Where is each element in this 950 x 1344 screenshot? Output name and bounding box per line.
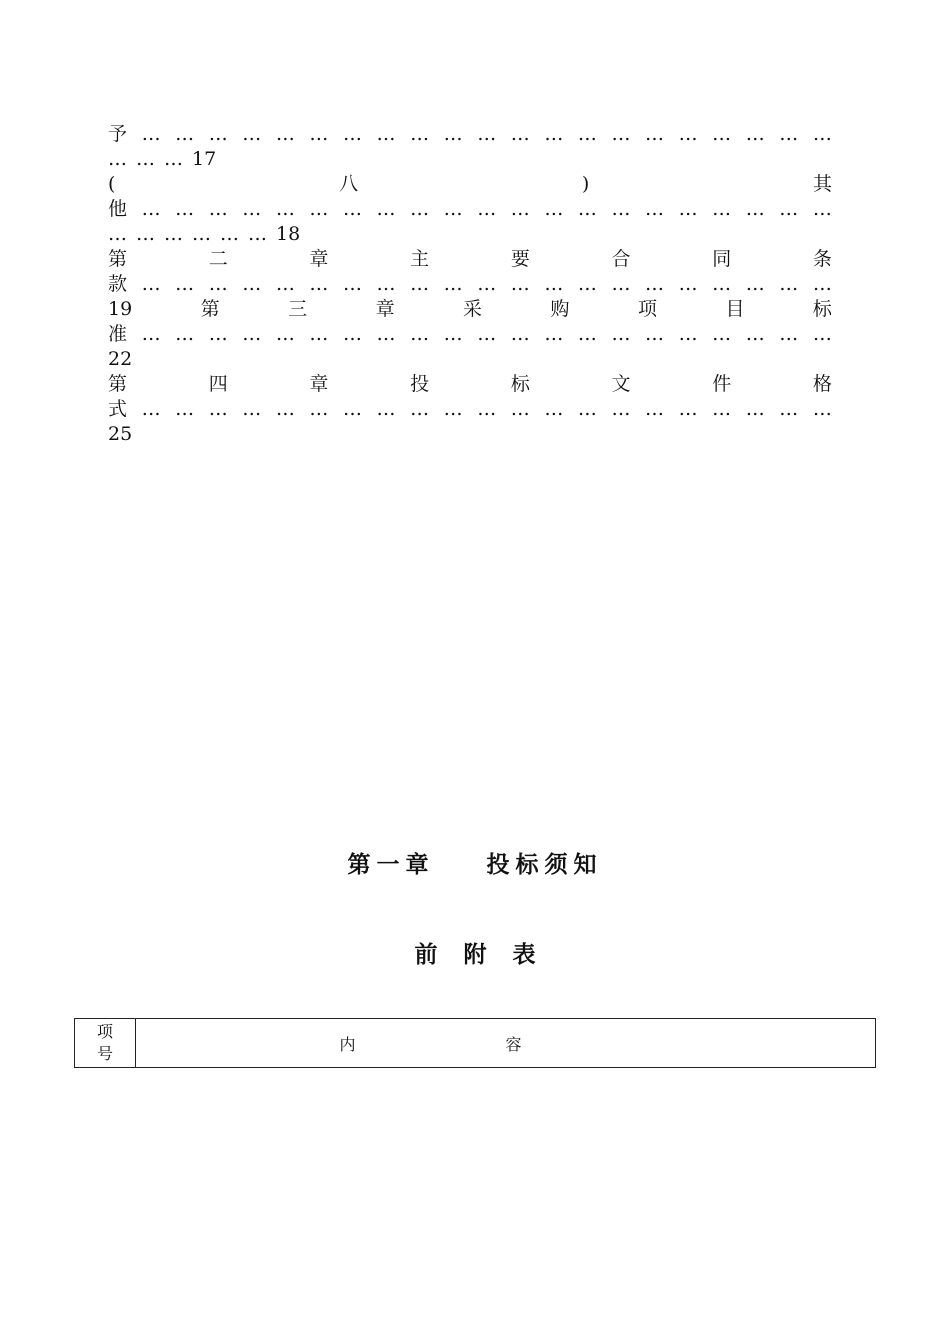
toc-line xyxy=(108,322,832,347)
toc-token: … xyxy=(275,398,295,420)
toc-line xyxy=(108,297,832,322)
toc-token: … xyxy=(745,198,765,220)
chapter-title xyxy=(0,846,950,879)
toc-token: … xyxy=(208,198,228,220)
toc-token: … xyxy=(678,323,698,345)
toc-token: … xyxy=(611,198,631,220)
toc-token: … xyxy=(577,273,597,295)
toc-token: … xyxy=(141,198,161,220)
toc-token: … xyxy=(577,323,597,345)
front-table xyxy=(74,1018,876,1068)
sub-title: 前附表 xyxy=(414,941,562,968)
toc-token: … xyxy=(208,273,228,295)
toc-token: 章 xyxy=(375,298,395,320)
toc-token: … xyxy=(275,123,295,145)
toc-token: 采 xyxy=(463,298,483,320)
toc-token: … xyxy=(577,198,597,220)
toc-token: … xyxy=(108,223,127,245)
toc-token: … xyxy=(712,323,732,345)
toc-token: … xyxy=(812,323,832,345)
toc-token: … xyxy=(611,323,631,345)
item-number-header: 项号 xyxy=(75,1019,136,1068)
toc-token: … xyxy=(136,148,155,170)
toc-token: 款 xyxy=(108,273,128,295)
toc-token: 目 xyxy=(725,298,745,320)
toc-token: 其 xyxy=(812,173,832,195)
toc-token: … xyxy=(544,198,564,220)
toc-token: … xyxy=(510,398,530,420)
toc-token: … xyxy=(164,148,183,170)
toc-token: … xyxy=(410,273,430,295)
toc-token: … xyxy=(611,398,631,420)
toc-line xyxy=(108,272,832,297)
toc-token: 四 xyxy=(208,373,228,395)
toc-token: 要 xyxy=(510,248,530,270)
toc-token: … xyxy=(141,398,161,420)
toc-token: … xyxy=(164,223,183,245)
toc-token: … xyxy=(645,398,665,420)
toc-token: … xyxy=(510,198,530,220)
toc-token: … xyxy=(812,123,832,145)
toc-line xyxy=(108,347,832,372)
toc-token: … xyxy=(779,273,799,295)
toc-token: 22 xyxy=(108,348,133,370)
toc-token: ( xyxy=(108,173,116,195)
toc-token: … xyxy=(309,323,329,345)
toc-token: 合 xyxy=(611,248,631,270)
toc-token: … xyxy=(220,223,239,245)
toc-token: … xyxy=(141,323,161,345)
chapter-number: 第一章 xyxy=(347,851,435,878)
toc-token: … xyxy=(141,273,161,295)
toc-line xyxy=(108,422,832,447)
toc-token: … xyxy=(544,398,564,420)
toc-token: 主 xyxy=(410,248,430,270)
content-header: 内容 xyxy=(136,1019,876,1068)
toc-token: … xyxy=(175,123,195,145)
toc-token: … xyxy=(136,223,155,245)
toc-token: … xyxy=(376,123,396,145)
toc-token: … xyxy=(510,123,530,145)
toc-token: 八 xyxy=(339,173,359,195)
toc-token: … xyxy=(645,273,665,295)
toc-token: 18 xyxy=(276,223,301,245)
toc-token: 准 xyxy=(108,323,128,345)
toc-token: … xyxy=(443,398,463,420)
toc-token: … xyxy=(242,198,262,220)
toc-token: … xyxy=(309,198,329,220)
toc-token: … xyxy=(443,323,463,345)
toc-token: 第 xyxy=(108,373,128,395)
toc-token: … xyxy=(544,123,564,145)
toc-token: … xyxy=(242,273,262,295)
toc-token: … xyxy=(410,198,430,220)
toc-token: … xyxy=(779,123,799,145)
toc-token: 标 xyxy=(812,298,832,320)
toc-token: 他 xyxy=(108,198,128,220)
toc-token: 件 xyxy=(712,373,732,395)
toc-token: … xyxy=(208,398,228,420)
toc-token: … xyxy=(275,198,295,220)
toc-token: … xyxy=(376,323,396,345)
toc-token: … xyxy=(376,398,396,420)
toc-token: … xyxy=(678,273,698,295)
toc-token: … xyxy=(645,123,665,145)
toc-token: … xyxy=(208,123,228,145)
toc-token: … xyxy=(477,123,497,145)
toc-line xyxy=(108,222,832,247)
toc-token: … xyxy=(645,198,665,220)
table-of-contents xyxy=(108,122,832,447)
toc-token: … xyxy=(477,323,497,345)
toc-token: 条 xyxy=(812,248,832,270)
toc-token: … xyxy=(309,123,329,145)
toc-token: … xyxy=(376,273,396,295)
toc-token: … xyxy=(309,398,329,420)
toc-token: … xyxy=(510,323,530,345)
toc-token: ) xyxy=(581,173,590,195)
toc-token: … xyxy=(410,123,430,145)
toc-token: … xyxy=(208,323,228,345)
toc-token: … xyxy=(410,323,430,345)
toc-token: … xyxy=(645,323,665,345)
toc-token: 予 xyxy=(108,123,128,145)
toc-token: … xyxy=(712,398,732,420)
toc-token: 格 xyxy=(812,373,832,395)
toc-token: … xyxy=(678,398,698,420)
toc-token: … xyxy=(342,198,362,220)
toc-token: 三 xyxy=(288,298,308,320)
toc-token: … xyxy=(611,273,631,295)
toc-token: 章 xyxy=(309,373,329,395)
toc-token: … xyxy=(779,398,799,420)
toc-token: … xyxy=(410,398,430,420)
toc-token: … xyxy=(812,198,832,220)
toc-token: … xyxy=(175,323,195,345)
toc-token: … xyxy=(745,398,765,420)
toc-token: … xyxy=(577,123,597,145)
toc-token: … xyxy=(192,223,211,245)
toc-line xyxy=(108,247,832,272)
toc-token: … xyxy=(443,273,463,295)
toc-line xyxy=(108,397,832,422)
toc-token: … xyxy=(510,273,530,295)
toc-token: 二 xyxy=(208,248,228,270)
toc-token: 式 xyxy=(108,398,128,420)
toc-token: … xyxy=(779,198,799,220)
toc-token: 项 xyxy=(637,298,657,320)
toc-line xyxy=(108,147,832,172)
toc-token: … xyxy=(544,273,564,295)
toc-token: … xyxy=(678,198,698,220)
toc-token: … xyxy=(141,123,161,145)
toc-token: … xyxy=(745,273,765,295)
toc-token: … xyxy=(342,123,362,145)
toc-token: 17 xyxy=(192,148,217,170)
toc-token: … xyxy=(443,198,463,220)
toc-token: … xyxy=(242,123,262,145)
toc-token: 文 xyxy=(611,373,631,395)
toc-token: … xyxy=(812,398,832,420)
chapter-name: 投标须知 xyxy=(486,851,603,878)
toc-token: … xyxy=(342,398,362,420)
toc-line xyxy=(108,197,832,222)
toc-token: … xyxy=(175,198,195,220)
toc-token: 25 xyxy=(108,423,133,445)
toc-token: … xyxy=(477,398,497,420)
toc-token: 第 xyxy=(108,248,128,270)
toc-token: 投 xyxy=(410,373,430,395)
toc-token: 第 xyxy=(200,298,220,320)
toc-token: … xyxy=(477,273,497,295)
toc-token: … xyxy=(342,273,362,295)
toc-token: … xyxy=(275,273,295,295)
toc-token: … xyxy=(678,123,698,145)
toc-token: … xyxy=(577,398,597,420)
toc-token: … xyxy=(812,273,832,295)
toc-token: … xyxy=(342,323,362,345)
toc-line xyxy=(108,172,832,197)
toc-token: … xyxy=(175,398,195,420)
toc-token: … xyxy=(376,198,396,220)
toc-token: … xyxy=(275,323,295,345)
toc-token: … xyxy=(242,398,262,420)
toc-token: … xyxy=(779,323,799,345)
toc-token: … xyxy=(712,273,732,295)
toc-token: … xyxy=(745,123,765,145)
toc-token: 19 xyxy=(108,298,133,320)
toc-token: 章 xyxy=(309,248,329,270)
toc-token: … xyxy=(477,198,497,220)
toc-token: 标 xyxy=(510,373,530,395)
toc-token: … xyxy=(611,123,631,145)
toc-token: 购 xyxy=(550,298,570,320)
toc-line xyxy=(108,122,832,147)
toc-token: … xyxy=(108,148,127,170)
toc-line xyxy=(108,372,832,397)
toc-token: … xyxy=(443,123,463,145)
toc-token: 同 xyxy=(712,248,732,270)
toc-token: … xyxy=(309,273,329,295)
toc-token: … xyxy=(242,323,262,345)
toc-token: … xyxy=(175,273,195,295)
toc-token: … xyxy=(544,323,564,345)
toc-token: … xyxy=(712,123,732,145)
table-header-row xyxy=(75,1019,876,1068)
toc-token: … xyxy=(712,198,732,220)
toc-token: … xyxy=(745,323,765,345)
toc-token: … xyxy=(248,223,267,245)
